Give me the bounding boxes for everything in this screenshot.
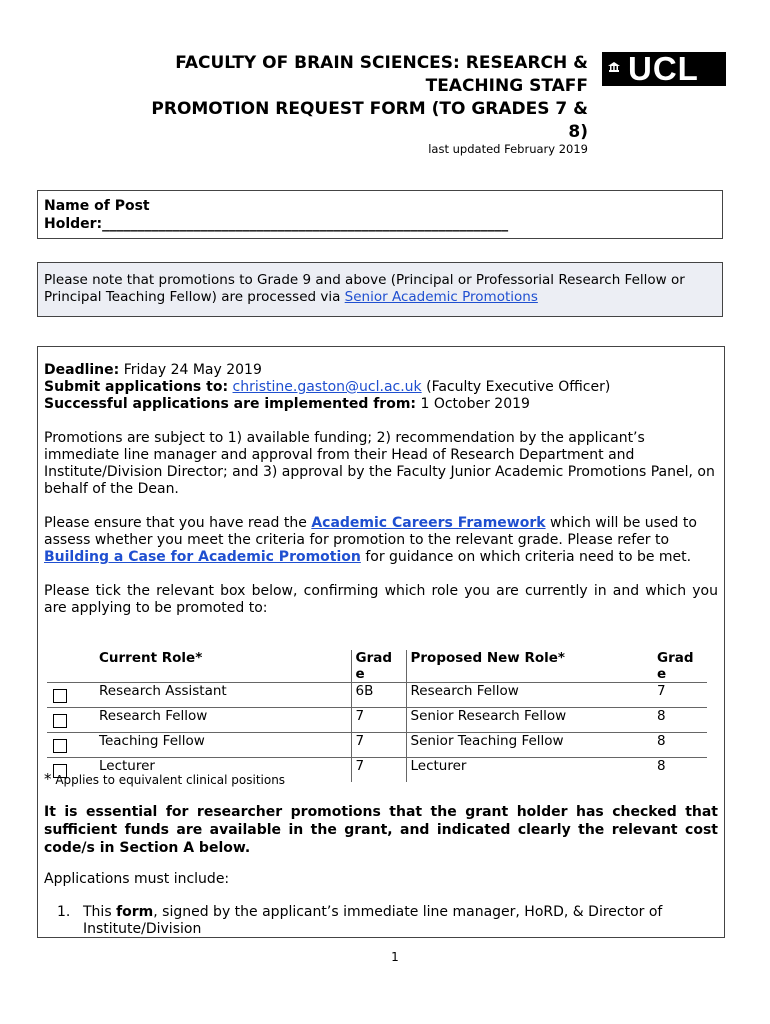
proposed-role: Lecturer <box>406 758 653 783</box>
proposed-grade: 7 <box>653 683 707 708</box>
list-text-a: This <box>83 904 117 920</box>
proposed-role: Senior Teaching Fellow <box>406 733 653 758</box>
form-title <box>40 52 588 144</box>
current-role-header: Current Role* <box>99 650 203 666</box>
roles-table <box>47 650 707 782</box>
table-row <box>47 708 707 733</box>
current-grade: 7 <box>351 758 406 783</box>
name-of-post-holder-box <box>37 190 723 239</box>
proposed-role: Research Fellow <box>406 683 653 708</box>
title-line-2: TEACHING STAFF <box>425 76 588 96</box>
submit-label: Submit applications to: <box>44 379 229 395</box>
current-role: Research Fellow <box>95 708 351 733</box>
tick-instructions: Please tick the relevant box below, confirming which role you are currently in and which you are applying to be promoted to: <box>44 583 718 616</box>
deadline-value: Friday 24 May 2019 <box>119 362 262 378</box>
proposed-role: Senior Research Fellow <box>406 708 653 733</box>
page-number: 1 <box>391 950 399 964</box>
current-grade: 7 <box>351 708 406 733</box>
current-role: Lecturer <box>95 758 351 783</box>
senior-academic-promotions-link[interactable]: Senior Academic Promotions <box>344 289 538 305</box>
promotions-paragraph: Promotions are subject to 1) available funding; 2) recommendation by the applicant’s immediate line manager and approval from their Head of Research Department and Institute/Division Director; and 3) approval by the Faculty Junior Academic Promotions Panel, on behalf of the Dean. <box>44 430 715 497</box>
name-label: Name of Post <box>44 198 150 214</box>
senior-promotions-note <box>37 262 723 317</box>
building-a-case-link[interactable]: Building a Case for Academic Promotion <box>44 549 361 565</box>
para2-text-b: which will be used to assess whether you meet the criteria for promotion to the relevant grade. Please refer to <box>44 515 697 548</box>
table-row <box>47 683 707 708</box>
para2-text-c: for guidance on which criteria need to be met. <box>360 549 692 565</box>
footnote-star: * <box>44 770 52 788</box>
deadline-label: Deadline: <box>44 362 120 378</box>
implemented-label: Successful applications are implemented from: <box>44 396 417 412</box>
applications-heading: Applications must include: <box>44 871 230 887</box>
current-role: Research Assistant <box>95 683 351 708</box>
current-role: Teaching Fellow <box>95 733 351 758</box>
grade-header: Grad e <box>351 650 406 683</box>
proposed-grade: 8 <box>653 733 707 758</box>
note-text: Please note that promotions to Grade 9 and above (Principal or Professorial Research Fellow or Principal Teaching Fellow) are processed via <box>44 272 685 305</box>
academic-careers-framework-link[interactable]: Academic Careers Framework <box>311 515 546 531</box>
current-grade: 7 <box>351 733 406 758</box>
title-line-3: PROMOTION REQUEST FORM (TO GRADES 7 & <box>151 99 588 119</box>
info-box <box>37 346 725 938</box>
role-checkbox[interactable] <box>53 739 67 753</box>
portico-icon <box>608 62 620 72</box>
footnote-text: Applies to equivalent clinical positions <box>51 773 286 787</box>
essential-notice: It is essential for researcher promotions that the grant holder has checked that sufficient funds are available in the grant, and indicated clearly the relevant cost code/s in Section A below. <box>44 804 718 856</box>
proposed-grade: 8 <box>653 708 707 733</box>
implemented-value: 1 October 2019 <box>416 396 530 412</box>
list-text <box>83 904 723 938</box>
new-grade-header: Grad e <box>657 650 694 682</box>
proposed-grade: 8 <box>653 758 707 783</box>
list-number: 1. <box>57 904 71 920</box>
title-line-1: FACULTY OF BRAIN SCIENCES: RESEARCH & <box>175 53 588 73</box>
title-line-4: 8) <box>568 122 588 142</box>
role-checkbox[interactable] <box>53 714 67 728</box>
roles-header-row <box>47 650 707 683</box>
list-text-bold: form <box>116 904 154 920</box>
current-grade: 6B <box>351 683 406 708</box>
footnote <box>44 771 285 789</box>
role-checkbox[interactable] <box>53 689 67 703</box>
ucl-logo <box>602 52 726 86</box>
submit-suffix: (Faculty Executive Officer) <box>421 379 611 395</box>
proposed-role-header: Proposed New Role* <box>406 650 653 683</box>
logo-text: UCL <box>628 50 699 87</box>
last-updated: last updated February 2019 <box>428 142 588 156</box>
table-row <box>47 733 707 758</box>
ensure-paragraph <box>44 515 718 566</box>
list-text-b: , signed by the applicant’s immediate line manager, HoRD, & Director of Institute/Division <box>83 904 663 937</box>
email-link[interactable]: christine.gaston@ucl.ac.uk <box>232 379 422 395</box>
holder-field[interactable]: Holder:__________________________________________________________ <box>44 216 509 232</box>
para2-text-a: Please ensure that you have read the <box>44 515 312 531</box>
